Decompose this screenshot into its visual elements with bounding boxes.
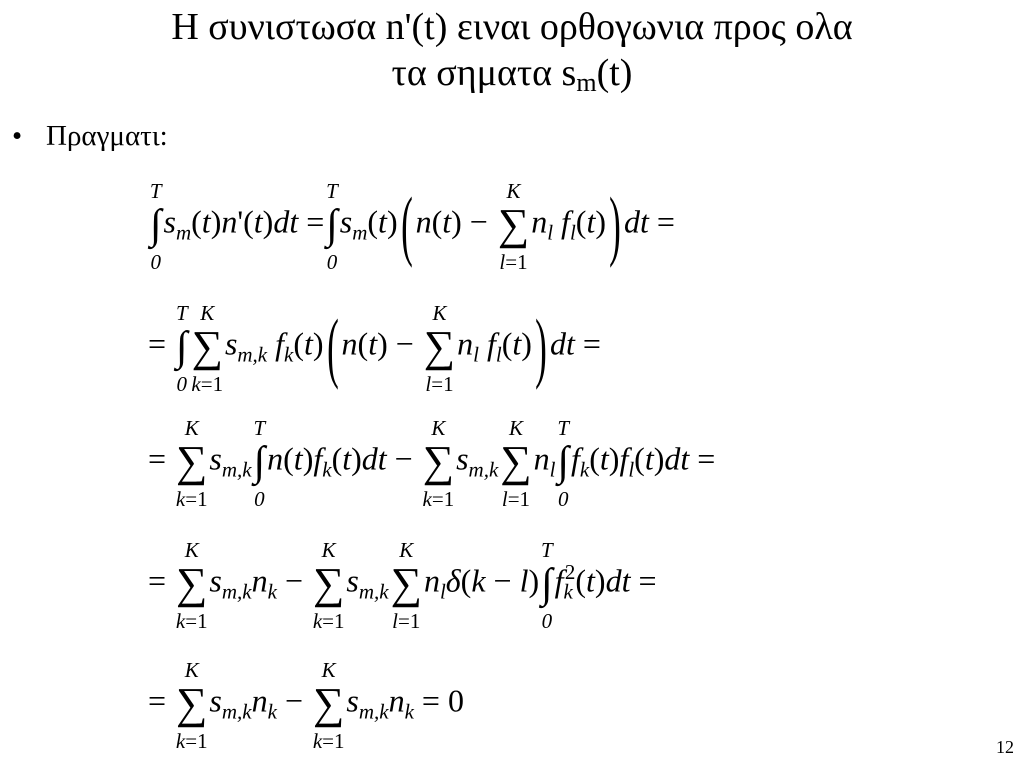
- equation-line-4: = K ∑ k=1 $s_{m,k}n_k$ − K ∑ k=1 $s_{m,k}$ K ∑ l=1 $n_l\delta(k - l)$ T ∫ 0 $f_k^2(t)dt$ =: [148, 538, 657, 633]
- equation-line-5: = K ∑ k=1 $s_{m,k}n_k$ − K ∑ k=1 $s_{m,k}n_k = 0$: [148, 658, 464, 753]
- integral-sign: T ∫ 0: [326, 179, 338, 274]
- bullet-text: Πραγματι:: [46, 120, 168, 152]
- summation-sign: K ∑ l=1: [497, 179, 530, 274]
- summation-sign: K ∑ l=1: [500, 416, 532, 511]
- summation-sign: K ∑ k=1: [175, 538, 208, 633]
- summation-sign: K ∑ k=1: [191, 301, 224, 396]
- summation-sign: K ∑ k=1: [422, 416, 455, 511]
- integral-sign: T ∫ 0: [557, 416, 570, 511]
- integral-sign: T ∫ 0: [253, 416, 266, 511]
- bullet-dot: •: [12, 120, 23, 152]
- summation-sign: K ∑ k=1: [312, 538, 345, 633]
- equation-line-2: = T ∫ 0 K ∑ k=1 $s_{m,k}$ $f_k(t)(n(t)$ − K ∑ l=1 $n_l$ $f_l(t))dt$ =: [148, 301, 601, 396]
- equation-line-1: T ∫ 0 $s_m(t)n'(t)dt$ = T ∫ 0 $s_m(t)(n(t)$ − K ∑ l=1 $n_l$ $f_l(t))dt$ =: [149, 179, 675, 274]
- equation-line-3: = K ∑ k=1 $s_{m,k}$ T ∫ 0 $n(t)f_k(t)dt$ − K ∑ k=1 $s_{m,k}$ K ∑ l=1 $n_l$ T ∫ 0 $f_k(t)f_l(t)dt$ =: [148, 416, 716, 511]
- left-paren: (: [400, 181, 413, 268]
- summation-sign: K ∑ l=1: [390, 538, 422, 633]
- left-paren: (: [326, 303, 339, 390]
- title-line-1: Η συνιστωσα n'(t) ειναι ορθογωνια προς ολα: [171, 6, 853, 48]
- integral-sign: T ∫ 0: [175, 301, 188, 396]
- summation-sign: K ∑ l=1: [423, 301, 456, 396]
- summation-sign: K ∑ k=1: [312, 658, 345, 753]
- summation-sign: K ∑ k=1: [175, 416, 208, 511]
- right-paren: ): [609, 181, 621, 268]
- right-paren: ): [535, 303, 547, 390]
- summation-sign: K ∑ k=1: [175, 658, 208, 753]
- title-line-2-subscript: m: [576, 68, 597, 97]
- integral-sign: T ∫ 0: [541, 538, 553, 633]
- title-line-2-suffix: (t): [596, 52, 633, 94]
- integral-sign: T ∫ 0: [149, 179, 162, 274]
- title-line-2: [0, 50, 1024, 96]
- title-line-2-prefix: τα σηματα s: [391, 52, 577, 94]
- bullet-item: [12, 120, 168, 153]
- page-number: 12: [996, 737, 1014, 757]
- slide-title: [0, 4, 1024, 96]
